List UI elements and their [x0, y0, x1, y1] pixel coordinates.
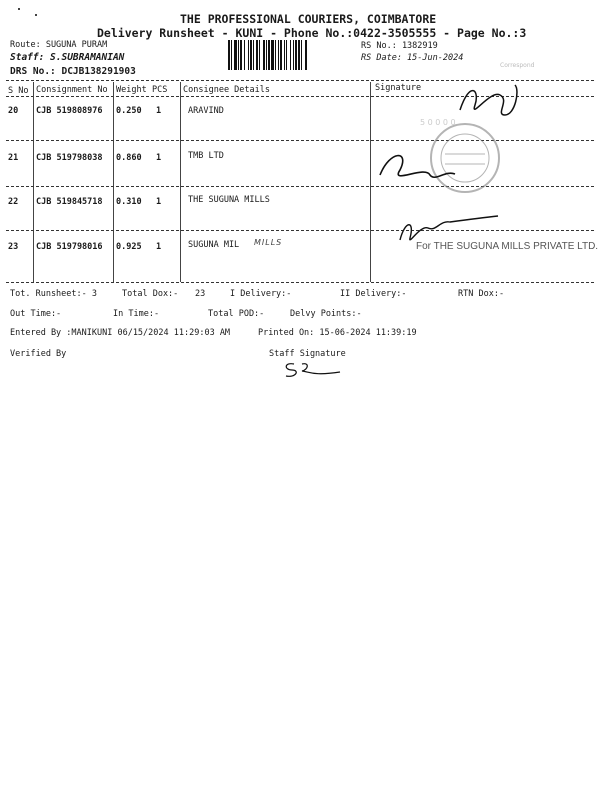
- row-consignment: CJB 519798038: [36, 153, 103, 163]
- total-dox-value: 23: [195, 289, 206, 299]
- company-stamp-text: For THE SUGUNA MILLS PRIVATE LTD.: [416, 241, 599, 252]
- handwritten-note: MILLS: [254, 238, 283, 247]
- rs-number: RS No.: 1382919: [361, 41, 438, 51]
- row-consignee: SUGUNA MIL: [188, 240, 240, 250]
- total-pod: Total POD:-: [208, 309, 265, 319]
- row-pcs: 1: [156, 153, 162, 163]
- verified-by: Verified By: [10, 349, 67, 359]
- in-time: In Time:-: [113, 309, 160, 319]
- row-weight: 0.925: [116, 242, 142, 252]
- rtn-dox: RTN Dox:-: [458, 289, 505, 299]
- signature-row-21: [380, 156, 455, 178]
- entered-by: Entered By :MANIKUNI 06/15/2024 11:29:03 AM: [10, 328, 231, 338]
- rs-date: RS Date: 15-Jun-2024: [361, 53, 464, 63]
- signatures-and-stamp: [370, 70, 600, 290]
- col-header-consignee: Consignee Details: [183, 85, 270, 95]
- speck: [35, 14, 37, 16]
- row-consignment: CJB 519798016: [36, 242, 103, 252]
- row-sno: 20: [8, 106, 19, 116]
- staff-signature: [280, 358, 350, 380]
- signature-row-23: [400, 216, 498, 240]
- row-sno: 23: [8, 242, 19, 252]
- col-header-consignment: Consignment No: [36, 85, 108, 95]
- row-sno: 21: [8, 153, 19, 163]
- row-pcs: 1: [156, 242, 162, 252]
- i-delivery: I Delivery:-: [230, 289, 292, 299]
- ii-delivery: II Delivery:-: [340, 289, 407, 299]
- col-header-weight: Weight: [116, 85, 147, 95]
- row-consignee: THE SUGUNA MILLS: [188, 195, 270, 205]
- route-label: Route: SUGUNA PURAM: [10, 40, 108, 50]
- speck: [18, 8, 20, 10]
- delvy-points: Delvy Points:-: [290, 309, 362, 319]
- total-runsheet: Tot. Runsheet:- 3: [10, 289, 97, 299]
- staff-signature-label: Staff Signature: [269, 349, 346, 359]
- row-pcs: 1: [156, 106, 162, 116]
- out-time: Out Time:-: [10, 309, 62, 319]
- row-consignment: CJB 519808976: [36, 106, 103, 116]
- barcode: [228, 40, 356, 70]
- row-weight: 0.250: [116, 106, 142, 116]
- company-seal: [431, 124, 499, 192]
- row-consignee: ARAVIND: [188, 106, 224, 116]
- col-header-sno: S No: [8, 86, 29, 96]
- column-divider: [180, 82, 181, 282]
- total-dox-label: Total Dox:-: [122, 289, 179, 299]
- row-pcs: 1: [156, 197, 162, 207]
- printed-on: Printed On: 15-06-2024 11:39:19: [258, 328, 417, 338]
- drs-number: DRS No.: DCJB138291903: [10, 66, 136, 77]
- column-divider: [113, 82, 114, 282]
- row-sno: 22: [8, 197, 19, 207]
- staff-label: Staff: S.SUBRAMANIAN: [10, 52, 125, 63]
- row-weight: 0.860: [116, 153, 142, 163]
- company-name: THE PROFESSIONAL COURIERS, COIMBATORE: [180, 12, 437, 26]
- column-divider: [33, 82, 34, 282]
- signature-row-20: [460, 85, 517, 115]
- col-header-signature: Signature: [375, 83, 422, 93]
- row-consignment: CJB 519845718: [36, 197, 103, 207]
- runsheet-subtitle: Delivery Runsheet - KUNI - Phone No.:0422-3505555 - Page No.:3: [97, 26, 527, 40]
- row-consignee: TMB LTD: [188, 151, 224, 161]
- row-weight: 0.310: [116, 197, 142, 207]
- col-header-pcs: PCS: [152, 85, 168, 95]
- faded-stamp-text: Correspond: [500, 62, 535, 69]
- faded-stamp-text: 5 0 0 0 0: [420, 118, 456, 127]
